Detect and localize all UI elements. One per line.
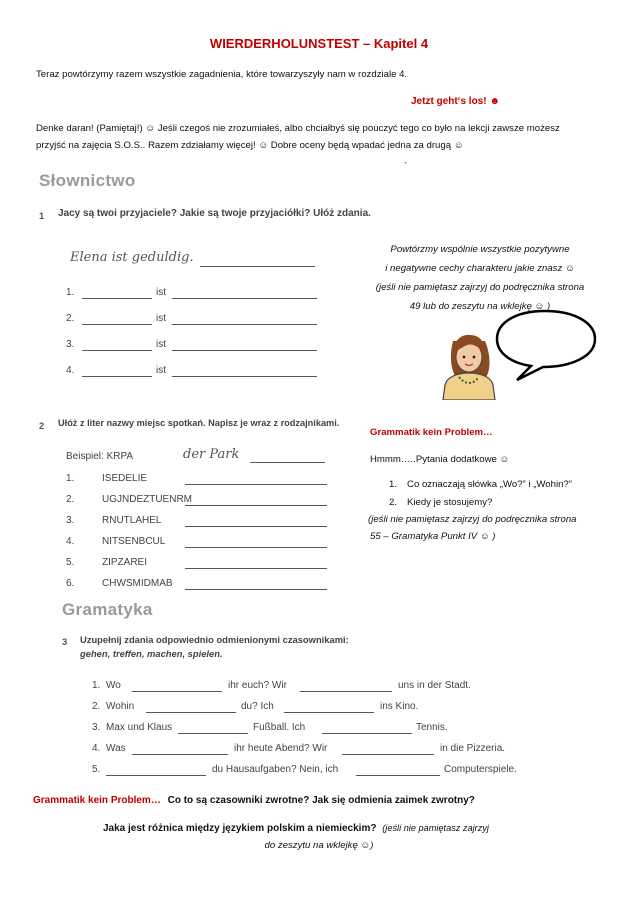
- stray-mark: `: [404, 161, 408, 172]
- answer-line[interactable]: [185, 505, 327, 506]
- question-text: Co oznaczają słówka „Wo?” i „Wohin?”: [407, 479, 572, 490]
- task-number-2: 2: [39, 420, 45, 431]
- blank[interactable]: [300, 691, 392, 692]
- ist-label: ist: [156, 287, 166, 298]
- row-number: 4.: [66, 365, 75, 376]
- answer-line[interactable]: [172, 376, 317, 377]
- sentence-part: Computerspiele.: [444, 764, 517, 775]
- blank[interactable]: [178, 733, 248, 734]
- answer-line[interactable]: [185, 526, 327, 527]
- footer-heading: Grammatik kein Problem…: [33, 795, 161, 806]
- answer-line[interactable]: [185, 589, 327, 590]
- task2-item: [66, 557, 148, 568]
- sentence-number: 4.: [92, 743, 101, 754]
- task2-item: [66, 515, 162, 526]
- ist-label: ist: [156, 313, 166, 324]
- scrambled-word: NITSENBCUL: [102, 536, 166, 547]
- sentence-part: Fußball. Ich: [253, 722, 306, 733]
- sentence-part: du? Ich: [241, 701, 274, 712]
- section-heading-slownictwo: Słownictwo: [39, 171, 136, 190]
- task2-item: [66, 536, 166, 547]
- bubble-line: i negatywne cechy charakteru jakie znasz ☺: [385, 263, 575, 274]
- task2-example-label: Beispiel: KRPA: [66, 451, 134, 462]
- grammar-question: [389, 494, 492, 511]
- footer-q2-note: (jeśli nie pamiętasz zajrzyj: [382, 823, 489, 833]
- ist-label: ist: [156, 339, 166, 350]
- task1-question: Jacy są twoi przyjaciele? Jakie są twoje przyjaciółki? Ułóż zdania.: [58, 208, 371, 219]
- girl-icon: [443, 335, 495, 400]
- question-number: 1.: [389, 479, 398, 490]
- bubble-line: 49 lub do zeszytu na wklejkę ☺ ): [409, 301, 551, 312]
- answer-line[interactable]: [82, 298, 152, 299]
- sentence-part: du Hausaufgaben? Nein, ich: [212, 764, 339, 775]
- item-number: 4.: [66, 536, 75, 547]
- sentence-part: uns in der Stadt.: [398, 680, 471, 691]
- task1-example: Elena ist geduldig.: [70, 250, 194, 265]
- answer-line[interactable]: [185, 568, 327, 569]
- question-text: Kiedy je stosujemy?: [407, 497, 493, 508]
- item-number: 2.: [66, 494, 75, 505]
- blank[interactable]: [356, 775, 440, 776]
- blank[interactable]: [132, 754, 228, 755]
- footer-question-line: [33, 792, 475, 809]
- footer-question: Co to są czasowniki zwrotne? Jak się odmienia zaimek zwrotny?: [167, 795, 475, 806]
- sentence-number: 1.: [92, 680, 101, 691]
- footer-question-2: [103, 820, 489, 837]
- blank[interactable]: [146, 712, 236, 713]
- bubble-line: (jeśli nie pamiętasz zajrzyj do podręcznika strona: [375, 282, 585, 293]
- scrambled-word: CHWSMIDMAB: [102, 578, 173, 589]
- task2-item: [66, 473, 148, 484]
- task3-question: Uzupełnij zdania odpowiednio odmienionymi czasownikami:: [80, 634, 349, 645]
- bubble-line: Powtórzmy wspólnie wszystkie pozytywne: [390, 244, 570, 255]
- row-number: 2.: [66, 313, 75, 324]
- answer-line[interactable]: [82, 350, 152, 351]
- answer-line[interactable]: [172, 298, 317, 299]
- blank[interactable]: [106, 775, 206, 776]
- grammar-box-intro: Hmmm…..Pytania dodatkowe ☺: [370, 454, 510, 465]
- footer-q2: Jaka jest różnica między językiem polskim a niemieckim?: [103, 823, 377, 834]
- task2-question: Ułóż z liter nazwy miejsc spotkań. Napisz je wraz z rodzajnikami.: [58, 418, 340, 428]
- speech-bubble-icon: [497, 311, 595, 380]
- blank[interactable]: [342, 754, 434, 755]
- row-number: 3.: [66, 339, 75, 350]
- task1-row: [66, 287, 74, 298]
- sentence-number: 2.: [92, 701, 101, 712]
- grammar-question: [389, 476, 572, 493]
- sentence-part: Wo: [106, 680, 121, 691]
- blank[interactable]: [284, 712, 374, 713]
- task2-item: [66, 578, 173, 589]
- task-number-3: 3: [62, 636, 68, 647]
- blank[interactable]: [322, 733, 412, 734]
- task2-item: [66, 494, 192, 505]
- example-underline: [200, 266, 315, 267]
- sentence-part: ihr euch? Wir: [228, 680, 287, 691]
- item-number: 3.: [66, 515, 75, 526]
- scrambled-word: UGJNDEZTUENRM: [102, 494, 192, 505]
- row-number: 1.: [66, 287, 75, 298]
- task2-example-answer: der Park: [183, 447, 240, 462]
- scrambled-word: ISEDELIE: [102, 473, 148, 484]
- grammar-box-note-1: (jeśli nie pamiętasz zajrzyj do podręcznika strona: [368, 514, 577, 525]
- sentence-part: ihr heute Abend? Wir: [234, 743, 328, 754]
- motto-text: Jetzt geht‘s los! ☻: [411, 96, 500, 107]
- sentence-part: Tennis.: [416, 722, 448, 733]
- item-number: 5.: [66, 557, 75, 568]
- sentence-number: 5.: [92, 764, 101, 775]
- footer-q2-note-2: do zeszytu na wklejkę ☺): [264, 840, 374, 851]
- grammar-box-note-2: 55 – Gramatyka Punkt IV ☺ ): [370, 531, 496, 542]
- answer-line[interactable]: [185, 547, 327, 548]
- girl-speech-illustration: [435, 305, 615, 400]
- intro-text: Teraz powtórzymy razem wszystkie zagadnienia, które towarzyszyły nam w rozdziale 4.: [36, 69, 408, 80]
- answer-line[interactable]: [185, 484, 327, 485]
- section-heading-gramatyka: Gramatyka: [62, 600, 153, 619]
- item-number: 1.: [66, 473, 75, 484]
- task1-row: [66, 339, 74, 350]
- task1-row: [66, 313, 74, 324]
- sentence-part: Was: [106, 743, 126, 754]
- scrambled-word: ZIPZAREI: [102, 557, 148, 568]
- task1-row: [66, 365, 74, 376]
- task3-verbs: gehen, treffen, machen, spielen.: [80, 648, 223, 659]
- scrambled-word: RNUTLAHEL: [102, 515, 162, 526]
- grammar-box-heading: Grammatik kein Problem…: [370, 427, 493, 438]
- sentence-number: 3.: [92, 722, 101, 733]
- reminder-line-1: Denke daran! (Pamiętaj!) ☺ Jeśli czegoś nie zrozumiałeś, albo chciałbyś się pouczyć tego co było na lekcji zawsze możesz: [36, 123, 560, 134]
- sentence-part: ins Kino.: [380, 701, 419, 712]
- reminder-line-2: przyjść na zajęcia S.O.S.. Razem zdziałamy więcej! ☺ Dobre oceny będą wpadać jedna za drugą ☺: [36, 140, 464, 151]
- example-underline: [250, 462, 325, 463]
- task-number-1: 1: [39, 210, 45, 221]
- sentence-part: Max und Klaus: [106, 722, 173, 733]
- page-title: WIERDERHOLUNSTEST – Kapitel 4: [209, 36, 429, 51]
- blank[interactable]: [132, 691, 222, 692]
- sentence-part: Wohin: [106, 701, 135, 712]
- question-number: 2.: [389, 497, 398, 508]
- sentence-part: in die Pizzeria.: [440, 743, 506, 754]
- answer-line[interactable]: [82, 376, 152, 377]
- answer-line[interactable]: [82, 324, 152, 325]
- item-number: 6.: [66, 578, 75, 589]
- answer-line[interactable]: [172, 350, 317, 351]
- ist-label: ist: [156, 365, 166, 376]
- answer-line[interactable]: [172, 324, 317, 325]
